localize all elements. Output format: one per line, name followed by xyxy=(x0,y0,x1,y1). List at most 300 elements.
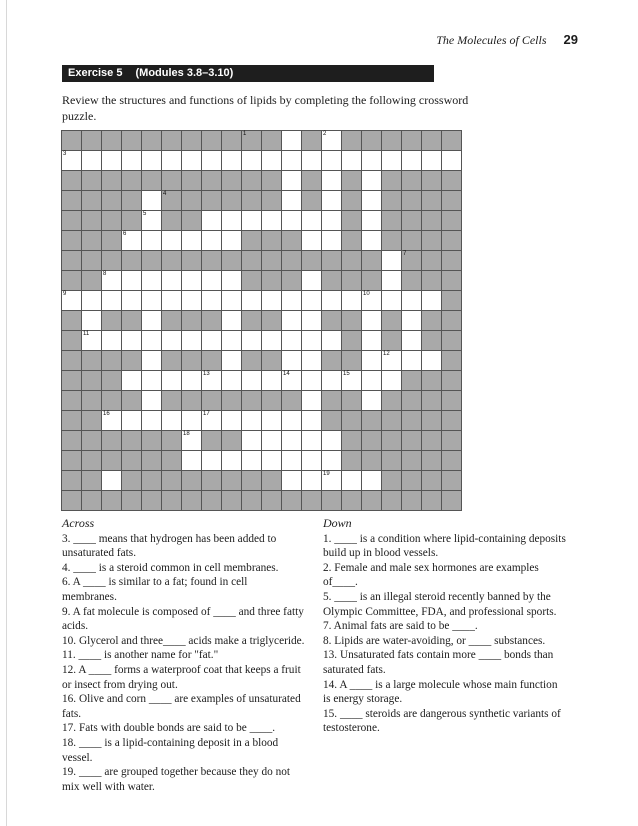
crossword-cell-empty[interactable] xyxy=(322,451,341,470)
crossword-cell-empty[interactable] xyxy=(182,371,201,390)
crossword-cell-empty[interactable] xyxy=(382,151,401,170)
crossword-cell-shaded xyxy=(182,391,201,410)
crossword-cell-shaded xyxy=(82,351,101,370)
crossword-cell-empty[interactable] xyxy=(282,191,301,210)
crossword-cell-empty[interactable] xyxy=(122,331,141,350)
crossword-cell-empty[interactable] xyxy=(302,311,321,330)
crossword-cell-empty[interactable] xyxy=(402,331,421,350)
crossword-cell-shaded xyxy=(442,391,461,410)
crossword-cell-empty[interactable] xyxy=(102,471,121,490)
crossword-cell-empty[interactable] xyxy=(362,171,381,190)
crossword-cell-empty[interactable] xyxy=(202,411,221,430)
crossword-cell-empty[interactable] xyxy=(82,151,101,170)
crossword-cell-shaded xyxy=(242,251,261,270)
crossword-cell-shaded xyxy=(102,131,121,150)
crossword-cell-empty[interactable] xyxy=(182,431,201,450)
crossword-cell-empty[interactable] xyxy=(382,371,401,390)
crossword-cell-empty[interactable] xyxy=(282,211,301,230)
crossword-cell-shaded xyxy=(262,171,281,190)
crossword-cell-shaded xyxy=(202,251,221,270)
crossword-cell-empty[interactable] xyxy=(362,291,381,310)
crossword-cell-empty[interactable] xyxy=(162,291,181,310)
crossword-cell-empty[interactable] xyxy=(102,151,121,170)
crossword-cell-empty[interactable] xyxy=(122,151,141,170)
crossword-cell-shaded xyxy=(222,471,241,490)
clue-number: 8 xyxy=(103,271,107,277)
crossword-cell-empty[interactable] xyxy=(282,151,301,170)
crossword-cell-empty[interactable] xyxy=(122,411,141,430)
crossword-cell-empty[interactable] xyxy=(282,351,301,370)
crossword-cell-shaded xyxy=(422,311,441,330)
crossword-cell-shaded xyxy=(382,451,401,470)
crossword-cell-shaded xyxy=(162,171,181,190)
crossword-cell-empty[interactable] xyxy=(122,271,141,290)
crossword-cell-empty[interactable] xyxy=(182,331,201,350)
crossword-cell-empty[interactable] xyxy=(142,331,161,350)
crossword-cell-shaded xyxy=(162,431,181,450)
crossword-cell-empty[interactable] xyxy=(62,151,81,170)
crossword-cell-shaded xyxy=(102,391,121,410)
crossword-cell-shaded xyxy=(362,431,381,450)
crossword-cell-empty[interactable] xyxy=(362,331,381,350)
crossword-cell-empty[interactable] xyxy=(222,271,241,290)
crossword-cell-shaded xyxy=(442,171,461,190)
crossword-cell-shaded xyxy=(262,131,281,150)
crossword-cell-empty[interactable] xyxy=(382,271,401,290)
crossword-cell-shaded xyxy=(182,211,201,230)
crossword-cell-shaded xyxy=(262,271,281,290)
clue-number: 7 xyxy=(403,251,407,257)
crossword-cell-empty[interactable] xyxy=(362,351,381,370)
crossword-cell-shaded xyxy=(242,491,261,510)
crossword-cell-empty[interactable] xyxy=(222,451,241,470)
crossword-cell-shaded xyxy=(382,191,401,210)
crossword-cell-empty[interactable] xyxy=(322,131,341,150)
crossword-cell-shaded xyxy=(382,491,401,510)
crossword-cell-empty[interactable] xyxy=(282,331,301,350)
crossword-cell-empty[interactable] xyxy=(322,291,341,310)
crossword-cell-shaded xyxy=(122,491,141,510)
crossword-cell-shaded xyxy=(62,411,81,430)
crossword-cell-empty[interactable] xyxy=(142,371,161,390)
crossword-cell-empty[interactable] xyxy=(222,231,241,250)
crossword-cell-empty[interactable] xyxy=(322,191,341,210)
crossword-cell-shaded xyxy=(282,251,301,270)
crossword-cell-empty[interactable] xyxy=(402,351,421,370)
crossword-cell-shaded xyxy=(342,451,361,470)
crossword-cell-empty[interactable] xyxy=(242,371,261,390)
crossword-cell-empty[interactable] xyxy=(202,331,221,350)
crossword-cell-empty[interactable] xyxy=(302,211,321,230)
crossword-cell-shaded xyxy=(342,211,361,230)
crossword-cell-empty[interactable] xyxy=(142,291,161,310)
crossword-cell-shaded xyxy=(202,171,221,190)
crossword-cell-shaded xyxy=(382,431,401,450)
across-clue: 9. A fat molecule is composed of ____ and three fatty acids. xyxy=(62,605,304,633)
page-number: 29 xyxy=(563,32,578,47)
crossword-cell-shaded xyxy=(82,131,101,150)
crossword-cell-empty[interactable] xyxy=(242,331,261,350)
crossword-cell-empty[interactable] xyxy=(282,371,301,390)
crossword-cell-shaded xyxy=(442,271,461,290)
crossword-cell-empty[interactable] xyxy=(282,291,301,310)
crossword-cell-shaded xyxy=(242,231,261,250)
crossword-cell-empty[interactable] xyxy=(182,291,201,310)
crossword-cell-shaded xyxy=(222,491,241,510)
crossword-cell-empty[interactable] xyxy=(182,451,201,470)
crossword-cell-shaded xyxy=(62,191,81,210)
crossword-cell-empty[interactable] xyxy=(142,411,161,430)
crossword-cell-empty[interactable] xyxy=(322,211,341,230)
crossword-cell-shaded xyxy=(242,271,261,290)
crossword-cell-shaded xyxy=(382,411,401,430)
crossword-cell-empty[interactable] xyxy=(202,151,221,170)
crossword-cell-shaded xyxy=(82,411,101,430)
crossword-cell-empty[interactable] xyxy=(142,311,161,330)
page-margin-line xyxy=(6,0,7,826)
crossword-cell-empty[interactable] xyxy=(262,371,281,390)
crossword-cell-empty[interactable] xyxy=(302,151,321,170)
down-clue: 14. A ____ is a large molecule whose main function is energy storage. xyxy=(323,678,558,706)
crossword-cell-shaded xyxy=(342,171,361,190)
crossword-cell-empty[interactable] xyxy=(302,411,321,430)
crossword-cell-empty[interactable] xyxy=(282,171,301,190)
crossword-cell-shaded xyxy=(82,491,101,510)
crossword-cell-shaded xyxy=(222,131,241,150)
clue-number: 19 xyxy=(323,471,330,477)
crossword-cell-shaded xyxy=(302,491,321,510)
crossword-cell-empty[interactable] xyxy=(302,231,321,250)
crossword-cell-shaded xyxy=(202,471,221,490)
crossword-cell-empty[interactable] xyxy=(362,151,381,170)
crossword-cell-shaded xyxy=(322,411,341,430)
crossword-cell-empty[interactable] xyxy=(242,151,261,170)
crossword-cell-shaded xyxy=(382,331,401,350)
crossword-cell-shaded xyxy=(142,431,161,450)
down-clues xyxy=(323,516,566,736)
crossword-cell-empty[interactable] xyxy=(302,431,321,450)
crossword-cell-shaded xyxy=(362,251,381,270)
crossword-cell-empty[interactable] xyxy=(182,271,201,290)
crossword-cell-shaded xyxy=(342,491,361,510)
crossword-cell-shaded xyxy=(202,131,221,150)
crossword-cell-empty[interactable] xyxy=(342,471,361,490)
clue-number: 13 xyxy=(203,371,210,377)
clue-number: 3 xyxy=(63,151,67,157)
crossword-cell-empty[interactable] xyxy=(322,371,341,390)
crossword-cell-empty[interactable] xyxy=(302,371,321,390)
crossword-cell-shaded xyxy=(82,251,101,270)
crossword-cell-empty[interactable] xyxy=(202,231,221,250)
crossword-cell-shaded xyxy=(82,431,101,450)
crossword-cell-shaded xyxy=(362,271,381,290)
crossword-cell-empty[interactable] xyxy=(162,151,181,170)
crossword-cell-empty[interactable] xyxy=(222,331,241,350)
crossword-cell-empty[interactable] xyxy=(222,311,241,330)
crossword-cell-empty[interactable] xyxy=(182,231,201,250)
crossword-cell-shaded xyxy=(102,451,121,470)
crossword-cell-shaded xyxy=(382,131,401,150)
crossword-cell-shaded xyxy=(402,251,421,270)
crossword-cell-empty[interactable] xyxy=(222,291,241,310)
crossword-cell-empty[interactable] xyxy=(322,171,341,190)
crossword-cell-shaded xyxy=(262,491,281,510)
exercise-label: Exercise 5 xyxy=(68,67,123,79)
crossword-cell-shaded xyxy=(202,311,221,330)
crossword-cell-empty[interactable] xyxy=(242,291,261,310)
crossword-cell-shaded xyxy=(322,311,341,330)
crossword-cell-empty[interactable] xyxy=(162,331,181,350)
crossword-cell-shaded xyxy=(162,311,181,330)
crossword-cell-empty[interactable] xyxy=(262,291,281,310)
crossword-cell-shaded xyxy=(442,451,461,470)
crossword-cell-shaded xyxy=(262,351,281,370)
crossword-cell-empty[interactable] xyxy=(362,231,381,250)
crossword-cell-empty[interactable] xyxy=(122,291,141,310)
crossword-cell-shaded xyxy=(62,311,81,330)
across-clue: 10. Glycerol and three____ acids make a triglyceride. xyxy=(62,634,305,647)
crossword-cell-empty[interactable] xyxy=(262,411,281,430)
crossword-cell-empty[interactable] xyxy=(82,311,101,330)
crossword-cell-shaded xyxy=(422,411,441,430)
crossword-cell-empty[interactable] xyxy=(282,451,301,470)
crossword-cell-shaded xyxy=(182,491,201,510)
crossword-cell-empty[interactable] xyxy=(362,371,381,390)
crossword-cell-shaded xyxy=(402,371,421,390)
crossword-cell-empty[interactable] xyxy=(342,291,361,310)
crossword-cell-empty[interactable] xyxy=(202,371,221,390)
clue-number: 9 xyxy=(63,291,67,297)
crossword-cell-shaded xyxy=(82,231,101,250)
down-clue: 8. Lipids are water-avoiding, or ____ substances. xyxy=(323,634,546,647)
crossword-cell-shaded xyxy=(282,271,301,290)
crossword-cell-empty[interactable] xyxy=(222,211,241,230)
crossword-cell-empty[interactable] xyxy=(282,311,301,330)
crossword-cell-shaded xyxy=(442,491,461,510)
crossword-cell-empty[interactable] xyxy=(202,211,221,230)
crossword-cell-empty[interactable] xyxy=(302,451,321,470)
crossword-cell-empty[interactable] xyxy=(102,411,121,430)
crossword-cell-shaded xyxy=(182,131,201,150)
crossword-cell-shaded xyxy=(422,271,441,290)
crossword-cell-shaded xyxy=(102,351,121,370)
crossword-cell-empty[interactable] xyxy=(162,231,181,250)
clue-number: 6 xyxy=(123,231,127,237)
clue-number: 5 xyxy=(143,211,147,217)
crossword-cell-empty[interactable] xyxy=(82,331,101,350)
crossword-cell-empty[interactable] xyxy=(302,471,321,490)
crossword-cell-empty[interactable] xyxy=(282,131,301,150)
across-clue: 18. ____ is a lipid-containing deposit in a blood vessel. xyxy=(62,736,279,764)
crossword-cell-empty[interactable] xyxy=(362,311,381,330)
crossword-cell-empty[interactable] xyxy=(422,151,441,170)
crossword-cell-empty[interactable] xyxy=(262,431,281,450)
crossword-cell-empty[interactable] xyxy=(302,391,321,410)
crossword-cell-shaded xyxy=(122,391,141,410)
crossword-cell-shaded xyxy=(222,431,241,450)
crossword-cell-shaded xyxy=(182,191,201,210)
crossword-cell-shaded xyxy=(82,171,101,190)
crossword-cell-shaded xyxy=(342,391,361,410)
crossword-cell-empty[interactable] xyxy=(402,311,421,330)
crossword-cell-empty[interactable] xyxy=(102,331,121,350)
crossword-cell-shaded xyxy=(242,131,261,150)
crossword-cell-shaded xyxy=(402,231,421,250)
crossword-cell-shaded xyxy=(442,351,461,370)
crossword-cell-shaded xyxy=(262,191,281,210)
down-clue: 5. ____ is an illegal steroid recently banned by the Olympic Committee, FDA, and professional sports. xyxy=(323,590,557,618)
page-header xyxy=(0,32,578,48)
crossword-cell-shaded xyxy=(282,391,301,410)
crossword-cell-empty[interactable] xyxy=(282,431,301,450)
crossword-cell-empty[interactable] xyxy=(222,351,241,370)
crossword-cell-empty[interactable] xyxy=(202,451,221,470)
crossword-cell-shaded xyxy=(162,351,181,370)
crossword-cell-shaded xyxy=(122,211,141,230)
crossword-cell-empty[interactable] xyxy=(382,251,401,270)
crossword-cell-empty[interactable] xyxy=(262,331,281,350)
crossword-cell-empty[interactable] xyxy=(382,351,401,370)
crossword-cell-empty[interactable] xyxy=(242,431,261,450)
crossword-cell-shaded xyxy=(82,471,101,490)
crossword-cell-empty[interactable] xyxy=(182,411,201,430)
crossword-cell-empty[interactable] xyxy=(102,271,121,290)
crossword-cell-empty[interactable] xyxy=(302,271,321,290)
crossword-cell-empty[interactable] xyxy=(282,471,301,490)
crossword-cell-shaded xyxy=(422,431,441,450)
crossword-cell-shaded xyxy=(162,391,181,410)
down-heading: Down xyxy=(323,516,352,530)
crossword-cell-empty[interactable] xyxy=(202,271,221,290)
crossword-cell-empty[interactable] xyxy=(242,411,261,430)
exercise-banner xyxy=(62,65,434,82)
down-clue: 13. Unsaturated fats contain more ____ bonds than saturated fats. xyxy=(323,649,554,676)
crossword-cell-shaded xyxy=(62,331,81,350)
crossword-cell-empty[interactable] xyxy=(122,231,141,250)
crossword-cell-empty[interactable] xyxy=(142,211,161,230)
crossword-cell-empty[interactable] xyxy=(122,371,141,390)
crossword-cell-shaded xyxy=(282,491,301,510)
crossword-cell-shaded xyxy=(282,231,301,250)
crossword-cell-empty[interactable] xyxy=(382,291,401,310)
crossword-cell-empty[interactable] xyxy=(402,291,421,310)
crossword-cell-shaded xyxy=(402,211,421,230)
crossword-cell-shaded xyxy=(402,131,421,150)
crossword-cell-shaded xyxy=(82,391,101,410)
crossword-cell-empty[interactable] xyxy=(362,211,381,230)
crossword-cell-empty[interactable] xyxy=(242,451,261,470)
crossword-cell-empty[interactable] xyxy=(82,291,101,310)
crossword-cell-shaded xyxy=(382,171,401,190)
crossword-cell-empty[interactable] xyxy=(322,331,341,350)
crossword-cell-empty[interactable] xyxy=(402,151,421,170)
crossword-cell-empty[interactable] xyxy=(442,151,461,170)
across-clue: 16. Olive and corn ____ are examples of unsaturated fats. xyxy=(62,693,301,720)
crossword-cell-empty[interactable] xyxy=(282,411,301,430)
crossword-cell-empty[interactable] xyxy=(262,451,281,470)
crossword-cell-shaded xyxy=(102,211,121,230)
clue-number: 11 xyxy=(83,331,90,337)
crossword-cell-empty[interactable] xyxy=(262,211,281,230)
crossword-cell-shaded xyxy=(442,471,461,490)
crossword-cell-shaded xyxy=(202,431,221,450)
crossword-cell-empty[interactable] xyxy=(162,411,181,430)
across-clue: 12. A ____ forms a waterproof coat that keeps a fruit or insect from drying out. xyxy=(62,663,301,691)
crossword-cell-empty[interactable] xyxy=(302,331,321,350)
clue-number: 18 xyxy=(183,431,190,437)
crossword-cell-empty[interactable] xyxy=(142,231,161,250)
crossword-cell-shaded xyxy=(122,451,141,470)
clue-number: 12 xyxy=(383,351,390,357)
crossword-cell-shaded xyxy=(62,251,81,270)
crossword-cell-empty[interactable] xyxy=(222,411,241,430)
crossword-cell-empty[interactable] xyxy=(62,291,81,310)
crossword-cell-shaded xyxy=(122,311,141,330)
crossword-cell-empty[interactable] xyxy=(162,271,181,290)
crossword-cell-shaded xyxy=(102,311,121,330)
crossword-cell-empty[interactable] xyxy=(222,371,241,390)
crossword-cell-empty[interactable] xyxy=(422,291,441,310)
crossword-cell-shaded xyxy=(102,251,121,270)
crossword-cell-shaded xyxy=(62,471,81,490)
crossword-cell-shaded xyxy=(242,471,261,490)
crossword-cell-empty[interactable] xyxy=(142,151,161,170)
crossword-cell-empty[interactable] xyxy=(262,151,281,170)
clue-number: 15 xyxy=(343,371,350,377)
crossword-cell-shaded xyxy=(82,371,101,390)
crossword-cell-empty[interactable] xyxy=(302,351,321,370)
crossword-cell-empty[interactable] xyxy=(142,271,161,290)
crossword-cell-shaded xyxy=(422,211,441,230)
crossword-cell-shaded xyxy=(302,191,321,210)
crossword-cell-shaded xyxy=(62,211,81,230)
crossword-cell-empty[interactable] xyxy=(162,371,181,390)
crossword-cell-shaded xyxy=(382,471,401,490)
crossword-cell-shaded xyxy=(142,491,161,510)
crossword-cell-empty[interactable] xyxy=(342,151,361,170)
crossword-cell-empty[interactable] xyxy=(322,231,341,250)
crossword-cell-empty[interactable] xyxy=(242,211,261,230)
crossword-cell-shaded xyxy=(422,251,441,270)
crossword-cell-empty[interactable] xyxy=(342,371,361,390)
across-clue: 3. ____ means that hydrogen has been added to unsaturated fats. xyxy=(62,532,277,560)
crossword-cell-shaded xyxy=(322,351,341,370)
crossword-cell-empty[interactable] xyxy=(322,471,341,490)
crossword-cell-empty[interactable] xyxy=(202,291,221,310)
crossword-cell-empty[interactable] xyxy=(362,191,381,210)
crossword-cell-empty[interactable] xyxy=(222,151,241,170)
crossword-cell-shaded xyxy=(82,271,101,290)
crossword-cell-empty[interactable] xyxy=(182,151,201,170)
crossword-cell-empty[interactable] xyxy=(102,291,121,310)
crossword-cell-empty[interactable] xyxy=(362,391,381,410)
crossword-cell-empty[interactable] xyxy=(302,291,321,310)
crossword-cell-shaded xyxy=(62,431,81,450)
crossword-cell-empty[interactable] xyxy=(142,351,161,370)
crossword-cell-shaded xyxy=(402,491,421,510)
crossword-cell-shaded xyxy=(442,291,461,310)
crossword-cell-shaded xyxy=(102,491,121,510)
crossword-cell-empty[interactable] xyxy=(422,351,441,370)
clue-number: 2 xyxy=(323,131,327,137)
crossword-cell-empty[interactable] xyxy=(322,431,341,450)
crossword-cell-empty[interactable] xyxy=(362,471,381,490)
crossword-cell-shaded xyxy=(442,231,461,250)
crossword-cell-empty[interactable] xyxy=(322,151,341,170)
crossword-cell-empty[interactable] xyxy=(142,391,161,410)
crossword-cell-empty[interactable] xyxy=(142,191,161,210)
instructions: Review the structures and functions of lipids by completing the following crossword puzzle. xyxy=(62,93,469,123)
